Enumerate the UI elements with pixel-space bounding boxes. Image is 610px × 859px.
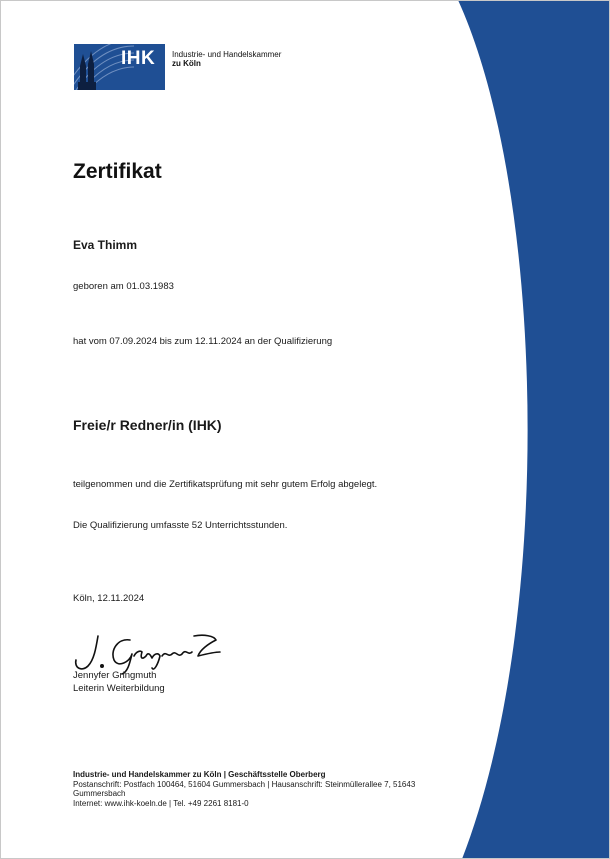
logo-org-line1: Industrie- und Handelskammer	[172, 50, 282, 59]
ihk-logo-mark	[74, 44, 165, 90]
footer-title: Industrie- und Handelskammer zu Köln | Geschäftsstelle Oberberg	[73, 770, 326, 779]
hours-line: Die Qualifizierung umfasste 52 Unterrichtsstunden.	[73, 520, 288, 531]
qualification-title: Freie/r Redner/in (IHK)	[73, 417, 222, 433]
signatory-name: Jennyfer Gringmuth	[73, 670, 157, 681]
recipient-name: Eva Thimm	[73, 238, 138, 252]
period-line: hat vom 07.09.2024 bis zum 12.11.2024 an der Qualifizierung	[73, 336, 333, 347]
signatory-role: Leiterin Weiterbildung	[73, 683, 165, 694]
birth-date-line: geboren am 01.03.1983	[73, 281, 174, 292]
ihk-logo	[74, 44, 314, 90]
footer-address: Postanschrift: Postfach 100464, 51604 Gummersbach | Hausanschrift: Steinmüllerallee 7, 51643 Gummersbach	[73, 779, 416, 798]
footer-contact: Internet: www.ihk-koeln.de | Tel. +49 2261 8181-0	[73, 798, 249, 808]
certificate-title: Zertifikat	[73, 160, 162, 183]
result-line: teilgenommen und die Zertifikatsprüfung mit sehr gutem Erfolg abgelegt.	[73, 479, 378, 490]
ihk-logo-letters: IHK	[121, 48, 156, 69]
place-date: Köln, 12.11.2024	[73, 593, 145, 604]
footer	[73, 770, 458, 808]
logo-org-line2: zu Köln	[172, 59, 201, 68]
